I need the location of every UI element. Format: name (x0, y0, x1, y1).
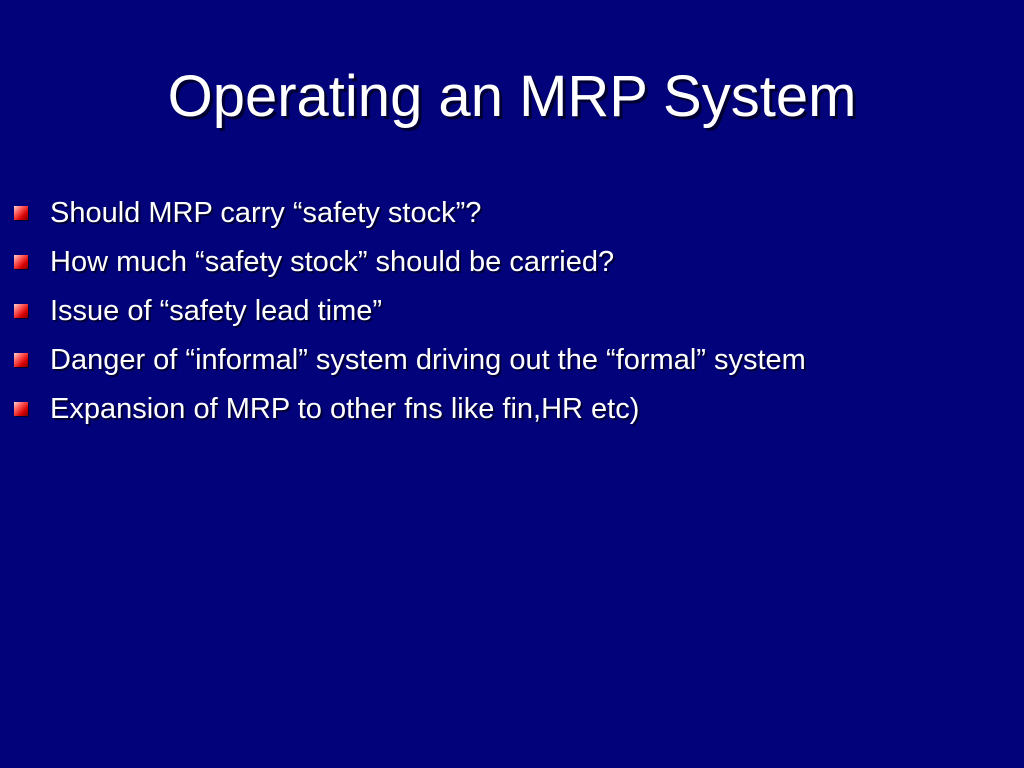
bullet-item (14, 384, 1004, 433)
square-bullet-icon (14, 304, 28, 318)
bullet-text: Issue of “safety lead time” (50, 294, 383, 327)
bullet-item (14, 237, 1004, 286)
bullet-text: Expansion of MRP to other fns like fin,HR etc) (50, 392, 640, 425)
bullet-list (14, 188, 1004, 433)
square-bullet-icon (14, 402, 28, 416)
bullet-item (14, 335, 1004, 384)
slide-title: Operating an MRP System (167, 64, 857, 129)
bullet-item (14, 188, 1004, 237)
square-bullet-icon (14, 353, 28, 367)
bullet-text: Should MRP carry “safety stock”? (50, 196, 482, 229)
square-bullet-icon (14, 255, 28, 269)
bullet-text: How much “safety stock” should be carried? (50, 245, 615, 278)
bullet-text: Danger of “informal” system driving out the “formal” system (50, 343, 806, 376)
bullet-item (14, 286, 1004, 335)
square-bullet-icon (14, 206, 28, 220)
